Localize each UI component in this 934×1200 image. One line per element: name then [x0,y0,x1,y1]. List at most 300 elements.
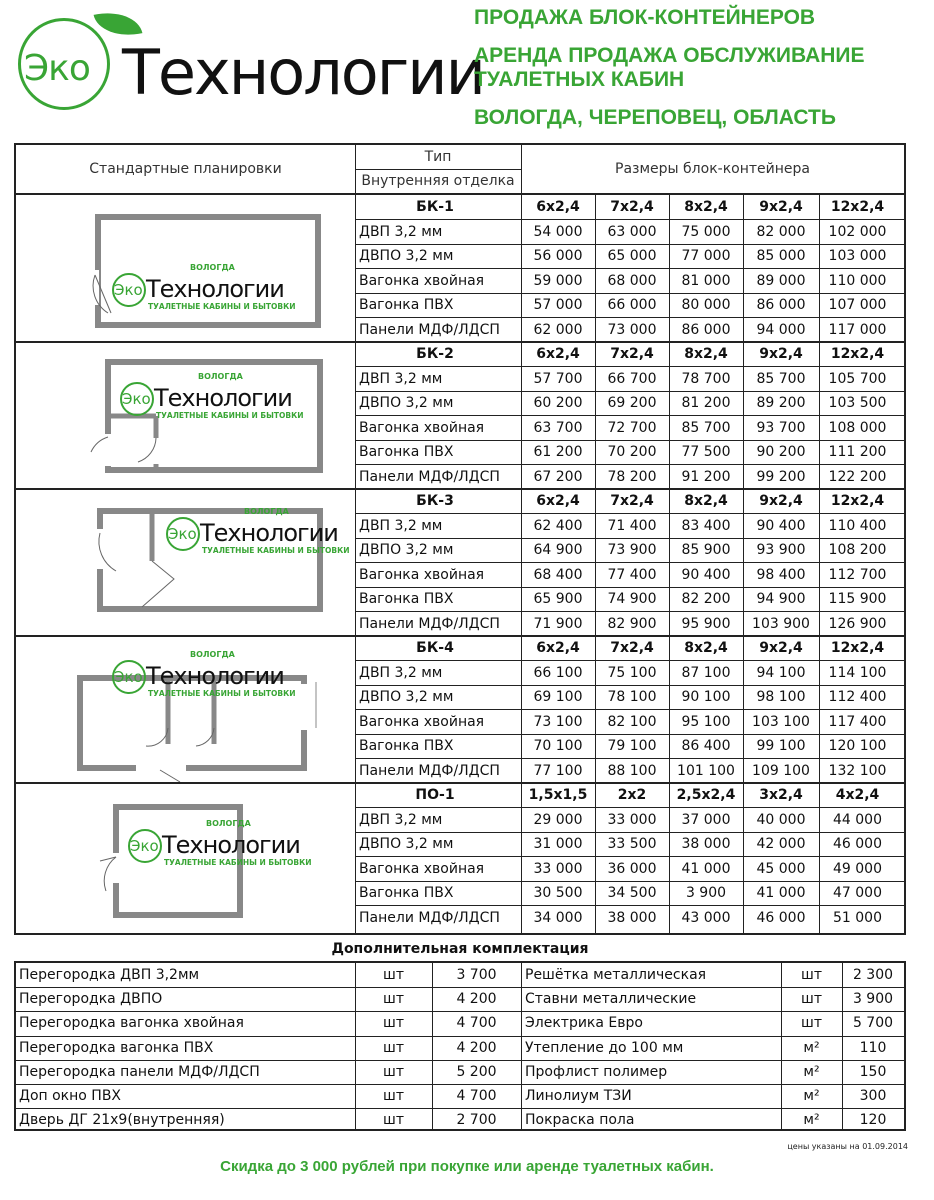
price-cell: 61 200 [533,444,583,460]
price-cell: 54 000 [533,223,583,240]
column-header-plans [16,145,355,195]
size-label: 1,5х1,5 [528,787,588,803]
size-label: 12х2,4 [830,346,885,362]
mini-logo-tagline: ТУАЛЕТНЫЕ КАБИНЫ И БЫТОВКИ [202,546,350,555]
price-cell: 66 100 [533,664,583,681]
finish-type: ДВП 3,2 мм [359,223,443,240]
price-cell: 117 400 [828,713,887,730]
price-cell: 115 900 [828,591,887,607]
additional-left-unit: шт [383,1112,404,1129]
size-label: 3х2,4 [759,787,803,803]
price-cell: 78 100 [607,689,657,705]
price-cell: 68 400 [533,566,583,583]
price-cell: 88 100 [607,762,657,779]
price-cell: 46 000 [756,909,806,926]
section-header-row [355,783,904,808]
additional-row [16,1108,904,1132]
section-header-row [355,636,904,661]
price-cell: 98 400 [756,566,806,583]
section-name: БК-2 [416,346,454,362]
price-cell: 99 100 [756,738,806,754]
additional-right-unit: шт [801,1015,822,1032]
price-cell: 3 900 [685,885,727,901]
price-cell: 77 000 [681,248,731,264]
size-label: 12х2,4 [830,199,885,215]
price-cell: 95 900 [681,615,731,632]
additional-right-price: 3 900 [852,991,894,1008]
size-label: 8х2,4 [684,493,728,509]
mini-logo-tagline: ТУАЛЕТНЫЕ КАБИНЫ И БЫТОВКИ [148,302,296,311]
headline-rental [474,44,865,92]
plans-header-label: Стандартные планировки [89,161,282,177]
table-row [355,465,904,490]
column-divider [355,145,356,933]
price-cell: 78 700 [681,370,731,387]
finish-header-label: Внутренняя отделка [361,173,515,189]
additional-left-price: 2 700 [456,1112,497,1129]
section-header-row [355,195,904,220]
price-cell: 85 900 [681,542,731,558]
mini-logo-region: ВОЛОГДА [244,507,289,516]
price-cell: 94 900 [756,591,806,607]
additional-left-unit: шт [383,1039,404,1056]
price-cell: 33 500 [607,836,657,852]
price-cell: 95 100 [681,713,731,730]
price-cell: 111 200 [828,444,887,460]
size-label: 6х2,4 [536,640,580,656]
price-cell: 132 100 [828,762,887,779]
table-row [355,318,904,343]
table-row [355,832,904,857]
table-row [355,661,904,686]
finish-type: Панели МДФ/ЛДСП [359,615,500,632]
price-cell: 74 900 [607,591,657,607]
size-label: 7х2,4 [610,493,654,509]
additional-right-price: 120 [859,1112,887,1129]
mini-logo-eco: Эко [114,281,143,299]
price-cell: 93 900 [756,542,806,558]
price-cell: 93 700 [756,419,806,436]
price-cell: 34 000 [533,909,583,926]
size-label: 4х2,4 [835,787,880,803]
finish-type: Вагонка ПВХ [359,297,454,313]
finish-type: Панели МДФ/ЛДСП [359,321,500,338]
mini-logo-tagline: ТУАЛЕТНЫЕ КАБИНЫ И БЫТОВКИ [164,858,312,867]
price-cell: 87 100 [681,664,731,681]
mini-logo-eco: Эко [122,390,151,408]
additional-left-name: Перегородка ДВП 3,2мм [19,967,200,983]
size-label: 6х2,4 [536,346,580,362]
size-label: 7х2,4 [610,199,654,215]
price-cell: 49 000 [833,860,882,877]
price-cell: 94 000 [756,321,806,338]
table-row [355,685,904,710]
price-cell: 91 200 [681,468,731,485]
price-cell: 81 200 [681,395,731,411]
additional-right-name: Покраска пола [525,1112,635,1129]
floor-plan-2 [16,342,355,489]
floor-plan-drawing [16,195,355,342]
price-cell: 33 000 [607,811,657,828]
price-cell: 108 000 [828,419,887,436]
column-header-type [355,145,521,195]
price-cell: 47 000 [833,885,882,901]
finish-type: ДВП 3,2 мм [359,517,443,534]
table-row [355,440,904,465]
header-divider [355,169,521,170]
mini-logo-eco: Эко [114,668,143,686]
price-cell: 85 700 [756,370,806,387]
additional-title: Дополнительная комплектация [331,941,589,957]
price-cell: 90 400 [681,566,731,583]
additional-left-name: Дверь ДГ 21х9(внутренняя) [19,1112,225,1129]
price-cell: 36 000 [607,860,657,877]
additional-left-unit: шт [383,1015,404,1032]
price-cell: 90 100 [681,689,731,705]
size-label: 8х2,4 [684,346,728,362]
size-column-divider [819,195,820,933]
additional-right-unit: шт [801,967,822,983]
section-name: БК-1 [416,199,454,215]
size-label: 2х2 [617,787,647,803]
mini-logo-region: ВОЛОГДА [206,819,251,828]
price-cell: 30 500 [533,885,583,901]
floor-plan-drawing [16,636,355,783]
finish-type: ДВП 3,2 мм [359,664,443,681]
price-cell: 75 000 [681,223,731,240]
additional-row [16,1084,904,1108]
table-row [355,587,904,612]
price-cell: 40 000 [756,811,806,828]
mini-logo-eco: Эко [168,525,197,543]
price-cell: 51 000 [833,909,882,926]
price-cell: 43 000 [681,909,731,926]
mini-logo-region: ВОЛОГДА [190,650,235,659]
price-cell: 110 400 [828,517,887,534]
price-cell: 31 000 [533,836,583,852]
floor-plan-drawing [16,489,355,636]
price-cell: 77 400 [607,566,657,583]
price-cell: 86 000 [681,321,731,338]
table-row [355,881,904,906]
additional-left-price: 4 700 [456,1088,497,1104]
additional-table [14,961,906,1131]
price-cell: 86 400 [681,738,731,754]
price-cell: 77 100 [533,762,583,779]
price-cell: 57 700 [533,370,583,387]
additional-row [16,1011,904,1035]
price-cell: 81 000 [681,272,731,289]
mini-logo-region: ВОЛОГДА [190,263,235,272]
price-cell: 77 500 [681,444,731,460]
price-cell: 120 100 [828,738,887,754]
section-name: БК-4 [416,640,454,656]
size-label: 7х2,4 [610,346,654,362]
headline-sales: ПРОДАЖА БЛОК-КОНТЕЙНЕРОВ [474,6,816,29]
table-row [355,563,904,588]
price-cell: 63 000 [607,223,657,240]
price-cell: 89 200 [756,395,806,411]
additional-row [16,963,904,987]
price-cell: 65 900 [533,591,583,607]
price-cell: 82 000 [756,223,806,240]
additional-left-price: 4 700 [456,1015,497,1032]
price-cell: 122 200 [828,468,887,485]
price-cell: 117 000 [828,321,887,338]
mini-logo-tagline: ТУАЛЕТНЫЕ КАБИНЫ И БЫТОВКИ [156,411,304,420]
size-label: 9х2,4 [759,640,803,656]
price-cell: 59 000 [533,272,583,289]
finish-type: ДВП 3,2 мм [359,370,443,387]
finish-type: ДВПО 3,2 мм [359,248,454,264]
size-label: 12х2,4 [830,640,885,656]
finish-type: ДВПО 3,2 мм [359,395,454,411]
price-cell: 63 700 [533,419,583,436]
price-cell: 70 200 [607,444,657,460]
additional-left-name: Перегородка вагонка ПВХ [19,1039,214,1056]
price-cell: 89 000 [756,272,806,289]
price-cell: 70 100 [533,738,583,754]
size-column-divider [743,195,744,933]
table-row [355,293,904,318]
mini-logo-eco: Эко [130,837,159,855]
size-label: 6х2,4 [536,199,580,215]
price-cell: 57 000 [533,297,583,313]
additional-row [16,1060,904,1084]
price-cell: 83 400 [681,517,731,534]
sizes-header-label: Размеры блок-контейнера [615,161,810,177]
price-cell: 102 000 [828,223,887,240]
price-cell: 99 200 [756,468,806,485]
additional-left-price: 3 700 [456,967,497,983]
finish-type: Панели МДФ/ЛДСП [359,909,500,926]
price-cell: 107 000 [828,297,887,313]
finish-type: Вагонка хвойная [359,272,485,289]
price-cell: 60 200 [533,395,583,411]
price-cell: 105 700 [828,370,887,387]
additional-left-unit: шт [383,1063,404,1080]
table-row [355,538,904,563]
price-cell: 42 000 [756,836,806,852]
price-cell: 90 200 [756,444,806,460]
price-cell: 109 100 [752,762,810,779]
additional-right-price: 150 [859,1063,887,1080]
additional-right-name: Ставни металлические [525,991,697,1008]
section-name: БК-3 [416,493,454,509]
additional-left-price: 4 200 [456,991,497,1008]
additional-row [16,1036,904,1060]
price-cell: 82 100 [607,713,657,730]
price-cell: 73 000 [607,321,657,338]
price-cell: 79 100 [607,738,657,754]
price-cell: 90 400 [756,517,806,534]
price-cell: 85 000 [756,248,806,264]
additional-right-name: Утепление до 100 мм [525,1039,684,1056]
additional-right-unit: шт [801,991,822,1008]
finish-type: ДВПО 3,2 мм [359,836,454,852]
size-label: 7х2,4 [610,640,654,656]
section-header-row [355,489,904,514]
price-cell: 82 200 [681,591,731,607]
additional-left-unit: шт [383,967,404,983]
additional-right-name: Электрика Евро [525,1015,643,1032]
mini-logo-tech: Технологии [154,384,292,412]
price-cell: 94 100 [756,664,806,681]
price-cell: 112 700 [828,566,887,583]
additional-right-unit: м² [803,1039,820,1056]
headline-region: ВОЛОГДА, ЧЕРЕПОВЕЦ, ОБЛАСТЬ [474,106,836,129]
price-cell: 73 100 [533,713,583,730]
price-cell: 73 900 [607,542,657,558]
logo-eco-text: Эко [24,48,90,89]
price-cell: 65 000 [607,248,657,264]
table-row [355,220,904,245]
table-row [355,734,904,759]
additional-right-unit: м² [803,1063,820,1080]
mini-logo-tagline: ТУАЛЕТНЫЕ КАБИНЫ И БЫТОВКИ [148,689,296,698]
additional-left-name: Перегородка вагонка хвойная [19,1015,244,1032]
finish-type: Панели МДФ/ЛДСП [359,468,500,485]
price-cell: 33 000 [533,860,583,877]
finish-type: Вагонка ПВХ [359,591,454,607]
price-cell: 71 900 [533,615,583,632]
price-cell: 103 500 [828,395,887,411]
company-logo [8,4,484,132]
table-row [355,514,904,539]
additional-right-name: Линолиум ТЗИ [525,1088,632,1104]
price-cell: 69 100 [533,689,583,705]
size-label: 6х2,4 [536,493,580,509]
table-row [355,808,904,833]
table-row [355,857,904,882]
additional-right-name: Решётка металлическая [525,967,707,983]
size-label: 9х2,4 [759,346,803,362]
price-cell: 68 000 [607,272,657,289]
mini-logo-tech: Технологии [146,662,284,690]
finish-type: ДВПО 3,2 мм [359,542,454,558]
price-cell: 62 000 [533,321,583,338]
price-cell: 34 500 [607,885,657,901]
section-header-row [355,342,904,367]
price-cell: 45 000 [756,860,806,877]
size-label: 2,5х2,4 [676,787,736,803]
price-cell: 75 100 [607,664,657,681]
finish-type: Вагонка хвойная [359,566,485,583]
price-cell: 38 000 [681,836,731,852]
floor-plan-1 [16,195,355,342]
price-cell: 126 900 [828,615,887,632]
column-divider [521,145,522,933]
size-label: 12х2,4 [830,493,885,509]
additional-right-price: 5 700 [852,1015,894,1032]
additional-right-price: 110 [859,1039,887,1056]
price-cell: 56 000 [533,248,583,264]
additional-right-unit: м² [803,1088,820,1104]
price-cell: 69 200 [607,395,657,411]
finish-type: ДВП 3,2 мм [359,811,443,828]
price-cell: 98 100 [756,689,806,705]
additional-left-price: 5 200 [456,1063,497,1080]
finish-type: Панели МДФ/ЛДСП [359,762,500,779]
mini-logo-tech: Технологии [162,831,300,859]
logo-tech-text: Технологии [122,36,484,109]
section-name: ПО-1 [415,787,455,803]
additional-left-unit: шт [383,1088,404,1104]
table-row [355,244,904,269]
price-cell: 108 200 [828,542,887,558]
finish-type: Вагонка ПВХ [359,885,454,901]
floor-plan-5 [16,783,355,930]
additional-left-price: 4 200 [456,1039,497,1056]
additional-right-unit: м² [803,1112,820,1129]
headline-rental-line1: АРЕНДА ПРОДАЖА ОБСЛУЖИВАНИЕ [474,44,865,67]
price-cell: 67 200 [533,468,583,485]
price-cell: 85 700 [681,419,731,436]
discount-banner: Скидка до 3 000 рублей при покупке или аренде туалетных кабин. [220,1158,714,1175]
price-cell: 37 000 [681,811,731,828]
additional-left-name: Перегородка ДВПО [19,991,163,1008]
floor-plan-3 [16,489,355,636]
finish-type: ДВПО 3,2 мм [359,689,454,705]
price-cell: 71 400 [607,517,657,534]
additional-right-name: Профлист полимер [525,1063,668,1080]
price-cell: 46 000 [833,836,882,852]
price-cell: 82 900 [607,615,657,632]
price-cell: 103 900 [752,615,810,632]
table-row [355,759,904,784]
finish-type: Вагонка хвойная [359,713,485,730]
price-cell: 114 100 [828,664,887,681]
table-row [355,710,904,735]
table-row [355,612,904,637]
price-cell: 41 000 [756,885,806,901]
mini-logo-tech: Технологии [200,519,338,547]
price-cell: 103 000 [828,248,887,264]
price-cell: 66 700 [607,370,657,387]
finish-type: Вагонка хвойная [359,419,485,436]
headline-rental-line2: ТУАЛЕТНЫХ КАБИН [474,68,685,91]
price-table [14,143,906,935]
price-cell: 66 000 [607,297,657,313]
price-cell: 101 100 [677,762,735,779]
table-row [355,906,904,931]
price-cell: 38 000 [607,909,657,926]
price-cell: 86 000 [756,297,806,313]
type-header-label: Тип [424,149,452,165]
mini-logo-region: ВОЛОГДА [198,372,243,381]
size-column-divider [595,195,596,933]
finish-type: Вагонка хвойная [359,860,485,877]
price-date-note: цены указаны на 01.09.2014 [787,1142,908,1151]
size-label: 8х2,4 [684,640,728,656]
price-cell: 103 100 [752,713,810,730]
size-label: 9х2,4 [759,493,803,509]
additional-right-price: 2 300 [852,967,894,983]
table-row [355,416,904,441]
price-cell: 112 400 [828,689,887,705]
additional-right-price: 300 [859,1088,887,1104]
table-row [355,367,904,392]
additional-left-name: Доп окно ПВХ [19,1088,122,1104]
table-row [355,391,904,416]
finish-type: Вагонка ПВХ [359,444,454,460]
price-cell: 29 000 [533,811,583,828]
price-cell: 62 400 [533,517,583,534]
size-label: 8х2,4 [684,199,728,215]
price-cell: 72 700 [607,419,657,436]
mini-logo-tech: Технологии [146,275,284,303]
price-cell: 78 200 [607,468,657,485]
